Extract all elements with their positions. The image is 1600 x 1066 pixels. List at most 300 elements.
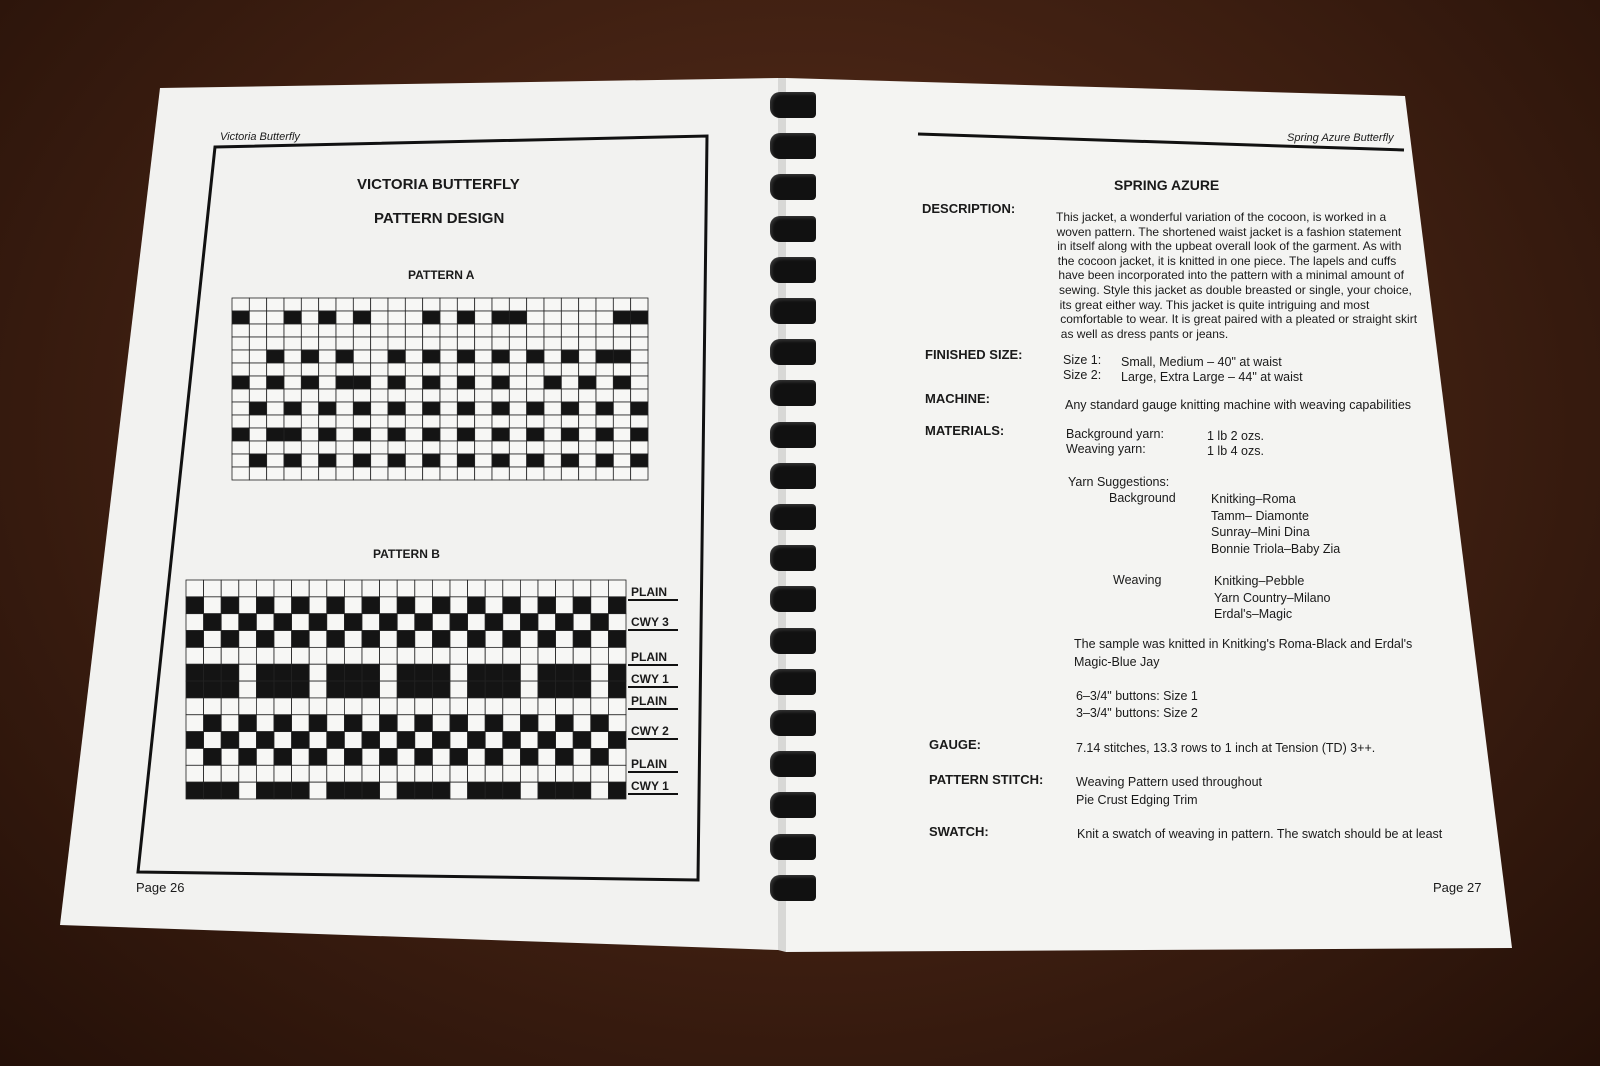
grid-cell <box>450 698 468 715</box>
grid-cell <box>527 376 544 389</box>
grid-cell <box>301 311 318 324</box>
grid-cell <box>520 732 538 749</box>
grid-cell <box>232 428 249 441</box>
grid-cell <box>591 715 609 732</box>
grid-cell <box>485 580 503 597</box>
grid-cell <box>344 664 362 681</box>
grid-cell <box>538 664 556 681</box>
grid-cell <box>232 311 249 324</box>
grid-cell <box>353 376 370 389</box>
grid-cell <box>573 765 591 782</box>
grid-cell <box>336 402 353 415</box>
grid-cell <box>405 376 422 389</box>
grid-cell <box>353 324 370 337</box>
grid-cell <box>362 698 380 715</box>
binding-ring <box>770 463 816 489</box>
grid-cell <box>301 337 318 350</box>
grid-cell <box>485 715 503 732</box>
grid-cell <box>371 298 388 311</box>
grid-cell <box>503 647 521 664</box>
grid-cell <box>579 350 596 363</box>
pattern-b-row-label: PLAIN <box>631 757 667 771</box>
grid-cell <box>492 389 509 402</box>
grid-cell <box>186 782 204 799</box>
grid-cell <box>327 732 345 749</box>
grid-cell <box>284 454 301 467</box>
grid-cell <box>309 698 327 715</box>
grid-cell <box>596 376 613 389</box>
grid-cell <box>492 402 509 415</box>
grid-cell <box>204 631 222 648</box>
grid-cell <box>319 415 336 428</box>
grid-cell <box>450 715 468 732</box>
grid-cell <box>327 580 345 597</box>
grid-cell <box>492 350 509 363</box>
grid-cell <box>319 389 336 402</box>
grid-cell <box>327 681 345 698</box>
grid-cell <box>492 467 509 480</box>
grid-cell <box>457 454 474 467</box>
grid-cell <box>440 324 457 337</box>
grid-cell <box>371 441 388 454</box>
grid-cell <box>432 715 450 732</box>
binding-ring <box>770 174 816 200</box>
grid-cell <box>457 376 474 389</box>
grid-cell <box>186 681 204 698</box>
grid-cell <box>613 311 630 324</box>
grid-cell <box>440 441 457 454</box>
grid-cell <box>440 311 457 324</box>
grid-cell <box>232 350 249 363</box>
grid-cell <box>232 324 249 337</box>
grid-cell <box>527 324 544 337</box>
grid-cell <box>468 681 486 698</box>
grid-cell <box>232 389 249 402</box>
pattern-b-row-label: PLAIN <box>631 694 667 708</box>
binding-ring <box>770 710 816 736</box>
grid-cell <box>256 748 274 765</box>
grid-cell <box>344 782 362 799</box>
grid-cell <box>544 402 561 415</box>
grid-cell <box>432 782 450 799</box>
grid-cell <box>239 647 257 664</box>
grid-cell <box>432 647 450 664</box>
grid-cell <box>301 441 318 454</box>
grid-cell <box>415 765 433 782</box>
grid-cell <box>380 732 398 749</box>
grid-cell <box>432 614 450 631</box>
grid-cell <box>309 631 327 648</box>
grid-cell <box>579 428 596 441</box>
grid-cell <box>405 389 422 402</box>
grid-cell <box>405 298 422 311</box>
grid-cell <box>440 376 457 389</box>
grid-cell <box>579 441 596 454</box>
grid-cell <box>450 765 468 782</box>
grid-cell <box>319 454 336 467</box>
yarn-suggestion-item: Knitking–Pebble <box>1214 574 1305 588</box>
binding-ring <box>770 669 816 695</box>
grid-cell <box>274 715 292 732</box>
grid-cell <box>292 631 310 648</box>
grid-cell <box>309 614 327 631</box>
grid-cell <box>457 324 474 337</box>
grid-cell <box>309 782 327 799</box>
grid-cell <box>292 647 310 664</box>
grid-cell <box>415 664 433 681</box>
grid-cell <box>292 715 310 732</box>
grid-cell <box>249 389 266 402</box>
grid-cell <box>509 363 526 376</box>
grid-cell <box>204 765 222 782</box>
grid-cell <box>450 664 468 681</box>
grid-cell <box>362 597 380 614</box>
grid-cell <box>503 664 521 681</box>
grid-cell <box>423 415 440 428</box>
grid-cell <box>397 580 415 597</box>
grid-cell <box>256 597 274 614</box>
grid-cell <box>221 698 239 715</box>
description-line: This jacket, a wonderful variation of the cocoon, is worked in a <box>1056 210 1387 224</box>
grid-cell <box>503 782 521 799</box>
grid-cell <box>336 467 353 480</box>
grid-cell <box>520 681 538 698</box>
grid-cell <box>319 363 336 376</box>
size1-label: Size 1: <box>1063 353 1102 367</box>
grid-cell <box>538 580 556 597</box>
grid-cell <box>380 765 398 782</box>
grid-cell <box>284 389 301 402</box>
grid-cell <box>309 681 327 698</box>
grid-cell <box>561 363 578 376</box>
grid-cell <box>362 765 380 782</box>
grid-cell <box>256 647 274 664</box>
grid-cell <box>423 324 440 337</box>
grid-cell <box>440 467 457 480</box>
grid-cell <box>327 664 345 681</box>
grid-cell <box>544 428 561 441</box>
grid-cell <box>450 631 468 648</box>
grid-cell <box>405 363 422 376</box>
grid-cell <box>579 415 596 428</box>
grid-cell <box>556 681 574 698</box>
grid-cell <box>309 748 327 765</box>
grid-cell <box>509 467 526 480</box>
grid-cell <box>344 732 362 749</box>
grid-cell <box>440 363 457 376</box>
yarn-suggestion-item: Yarn Country–Milano <box>1214 590 1331 605</box>
grid-cell <box>561 389 578 402</box>
grid-cell <box>267 389 284 402</box>
grid-cell <box>284 298 301 311</box>
grid-cell <box>256 580 274 597</box>
grid-cell <box>362 647 380 664</box>
grid-cell <box>544 376 561 389</box>
finished-size-label: FINISHED SIZE: <box>925 347 1023 362</box>
grid-cell <box>509 415 526 428</box>
grid-cell <box>457 402 474 415</box>
grid-cell <box>450 614 468 631</box>
left-page-number: Page 26 <box>136 880 185 895</box>
grid-cell <box>344 597 362 614</box>
grid-cell <box>249 363 266 376</box>
grid-cell <box>309 647 327 664</box>
grid-cell <box>556 580 574 597</box>
grid-cell <box>485 664 503 681</box>
grid-cell <box>608 732 626 749</box>
grid-cell <box>301 467 318 480</box>
grid-cell <box>457 311 474 324</box>
grid-cell <box>267 324 284 337</box>
grid-cell <box>613 467 630 480</box>
binding-ring <box>770 339 816 365</box>
grid-cell <box>344 631 362 648</box>
grid-cell <box>319 402 336 415</box>
grid-cell <box>509 402 526 415</box>
grid-cell <box>327 765 345 782</box>
grid-cell <box>371 311 388 324</box>
grid-cell <box>492 337 509 350</box>
grid-cell <box>591 614 609 631</box>
grid-cell <box>362 614 380 631</box>
grid-cell <box>319 337 336 350</box>
grid-cell <box>221 647 239 664</box>
sample-note-line2: Magic-Blue Jay <box>1074 655 1160 669</box>
grid-cell <box>309 765 327 782</box>
grid-cell <box>362 715 380 732</box>
binding-ring <box>770 504 816 530</box>
gauge-label: GAUGE: <box>929 737 981 752</box>
grid-cell <box>186 631 204 648</box>
grid-cell <box>475 428 492 441</box>
left-page-subtitle: PATTERN DESIGN <box>374 210 505 227</box>
grid-cell <box>249 467 266 480</box>
grid-cell <box>608 765 626 782</box>
grid-cell <box>309 580 327 597</box>
grid-cell <box>397 681 415 698</box>
grid-cell <box>450 580 468 597</box>
grid-cell <box>538 782 556 799</box>
grid-cell <box>432 765 450 782</box>
grid-cell <box>503 698 521 715</box>
grid-cell <box>527 298 544 311</box>
grid-cell <box>492 441 509 454</box>
grid-cell <box>353 415 370 428</box>
grid-cell <box>503 614 521 631</box>
grid-cell <box>596 337 613 350</box>
grid-cell <box>608 698 626 715</box>
pattern-a-grid <box>232 298 648 480</box>
grid-cell <box>544 337 561 350</box>
pattern-b-row-label: CWY 1 <box>631 779 669 793</box>
description-line: comfortable to wear. It is great paired with a pleated or straight skirt <box>1060 312 1418 327</box>
grid-cell <box>527 415 544 428</box>
weaving-label: Weaving <box>1113 573 1162 587</box>
grid-cell <box>380 782 398 799</box>
background-yarn-label: Background yarn: <box>1066 427 1164 441</box>
grid-cell <box>538 681 556 698</box>
grid-cell <box>579 376 596 389</box>
grid-cell <box>561 311 578 324</box>
grid-cell <box>596 363 613 376</box>
grid-cell <box>292 748 310 765</box>
grid-cell <box>274 580 292 597</box>
grid-cell <box>292 681 310 698</box>
grid-cell <box>344 715 362 732</box>
grid-cell <box>221 597 239 614</box>
binding-ring <box>770 92 816 118</box>
grid-cell <box>380 647 398 664</box>
grid-cell <box>309 664 327 681</box>
grid-cell <box>432 580 450 597</box>
grid-cell <box>405 428 422 441</box>
grid-cell <box>457 467 474 480</box>
grid-cell <box>579 337 596 350</box>
size2-label: Size 2: <box>1063 368 1102 382</box>
grid-cell <box>232 363 249 376</box>
grid-cell <box>239 698 257 715</box>
grid-cell <box>450 782 468 799</box>
grid-cell <box>397 631 415 648</box>
grid-cell <box>380 681 398 698</box>
grid-cell <box>608 664 626 681</box>
background-label: Background <box>1109 491 1176 505</box>
grid-cell <box>475 363 492 376</box>
grid-cell <box>186 614 204 631</box>
grid-cell <box>362 748 380 765</box>
grid-cell <box>440 389 457 402</box>
grid-cell <box>591 748 609 765</box>
grid-cell <box>613 363 630 376</box>
grid-cell <box>631 428 648 441</box>
grid-cell <box>388 298 405 311</box>
grid-cell <box>204 698 222 715</box>
pattern-b-row-label: CWY 1 <box>631 672 669 686</box>
grid-cell <box>608 631 626 648</box>
grid-cell <box>596 324 613 337</box>
grid-cell <box>450 647 468 664</box>
grid-cell <box>204 647 222 664</box>
grid-cell <box>527 311 544 324</box>
grid-cell <box>380 748 398 765</box>
grid-cell <box>556 597 574 614</box>
grid-cell <box>336 441 353 454</box>
grid-cell <box>544 415 561 428</box>
grid-cell <box>468 647 486 664</box>
grid-cell <box>284 376 301 389</box>
grid-cell <box>544 298 561 311</box>
grid-cell <box>509 376 526 389</box>
grid-cell <box>475 350 492 363</box>
grid-cell <box>579 402 596 415</box>
grid-cell <box>423 454 440 467</box>
grid-cell <box>468 664 486 681</box>
grid-cell <box>388 467 405 480</box>
grid-cell <box>468 748 486 765</box>
grid-cell <box>284 337 301 350</box>
grid-cell <box>204 715 222 732</box>
grid-cell <box>450 732 468 749</box>
grid-cell <box>301 389 318 402</box>
grid-cell <box>292 732 310 749</box>
grid-cell <box>527 389 544 402</box>
grid-cell <box>267 350 284 363</box>
grid-cell <box>596 311 613 324</box>
grid-cell <box>336 389 353 402</box>
grid-cell <box>371 363 388 376</box>
grid-cell <box>380 664 398 681</box>
grid-cell <box>353 428 370 441</box>
grid-cell <box>527 337 544 350</box>
grid-cell <box>249 415 266 428</box>
grid-cell <box>475 337 492 350</box>
grid-cell <box>274 631 292 648</box>
grid-cell <box>468 782 486 799</box>
grid-cell <box>371 467 388 480</box>
grid-cell <box>423 337 440 350</box>
grid-cell <box>274 614 292 631</box>
grid-cell <box>485 681 503 698</box>
binding-ring <box>770 628 816 654</box>
grid-cell <box>232 467 249 480</box>
grid-cell <box>239 782 257 799</box>
grid-cell <box>475 324 492 337</box>
binding-ring <box>770 380 816 406</box>
grid-cell <box>221 681 239 698</box>
grid-cell <box>327 647 345 664</box>
pattern-b-grid <box>186 580 626 799</box>
grid-cell <box>503 732 521 749</box>
yarn-suggestion-item: Erdal's–Magic <box>1214 607 1293 622</box>
grid-cell <box>538 748 556 765</box>
grid-cell <box>371 376 388 389</box>
description-line: woven pattern. The shortened waist jacket is a fashion statement <box>1056 224 1402 239</box>
grid-cell <box>388 337 405 350</box>
right-running-head: Spring Azure Butterfly <box>1287 132 1394 144</box>
grid-cell <box>520 782 538 799</box>
buttons-line1: 6–3/4" buttons: Size 1 <box>1076 689 1198 703</box>
binding-ring <box>770 216 816 242</box>
pattern-stitch-line1: Weaving Pattern used throughout <box>1076 775 1263 789</box>
grid-cell <box>371 337 388 350</box>
grid-cell <box>239 732 257 749</box>
grid-cell <box>267 415 284 428</box>
grid-cell <box>388 376 405 389</box>
grid-cell <box>267 402 284 415</box>
grid-cell <box>232 376 249 389</box>
grid-cell <box>405 350 422 363</box>
grid-cell <box>631 350 648 363</box>
description-line: sewing. Style this jacket as double breasted or single, your choice, <box>1059 283 1412 297</box>
grid-cell <box>432 631 450 648</box>
grid-cell <box>371 428 388 441</box>
grid-cell <box>371 415 388 428</box>
grid-cell <box>405 402 422 415</box>
grid-cell <box>232 402 249 415</box>
grid-cell <box>274 647 292 664</box>
grid-cell <box>520 664 538 681</box>
grid-cell <box>503 715 521 732</box>
grid-cell <box>561 467 578 480</box>
grid-cell <box>527 428 544 441</box>
pattern-b-row-label: PLAIN <box>631 650 667 664</box>
grid-cell <box>336 337 353 350</box>
grid-cell <box>415 732 433 749</box>
pattern-stitch-line2: Pie Crust Edging Trim <box>1076 793 1198 807</box>
grid-cell <box>538 597 556 614</box>
grid-cell <box>256 765 274 782</box>
grid-cell <box>475 389 492 402</box>
